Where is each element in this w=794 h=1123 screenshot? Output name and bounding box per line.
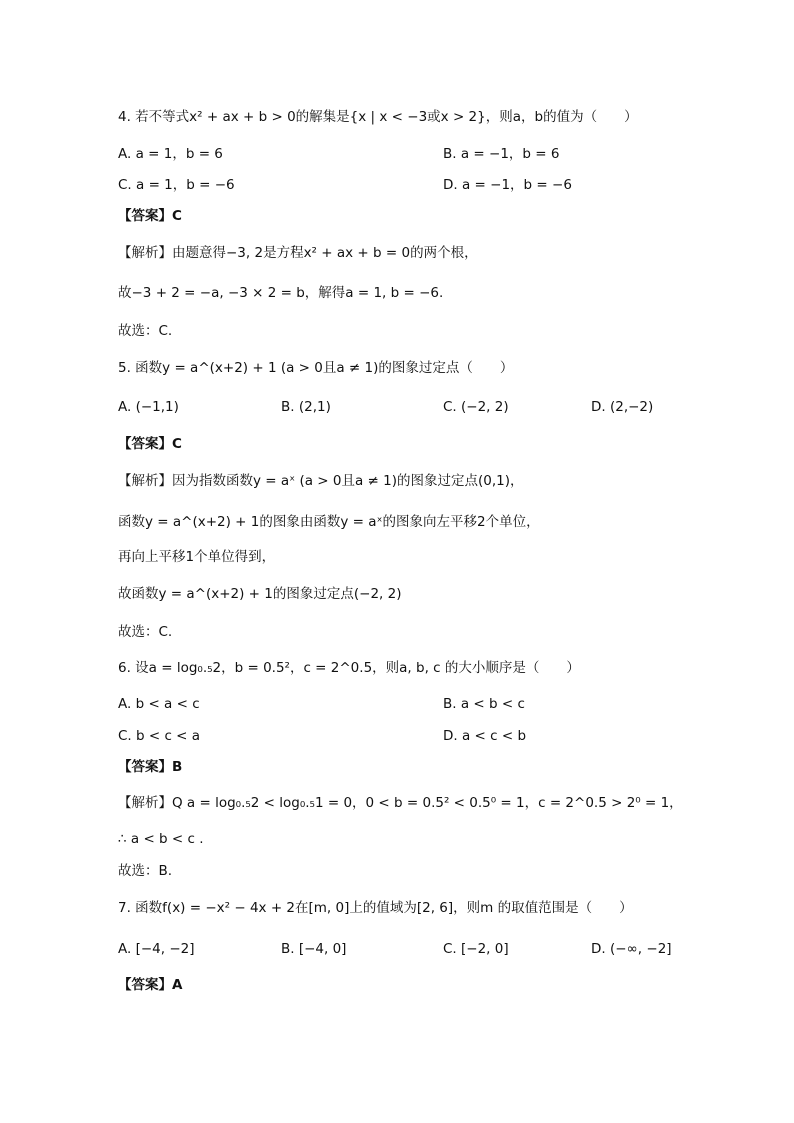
q4-analysis-2: 故−3 + 2 = −a, −3 × 2 = b，解得a = 1, b = −6. (118, 285, 444, 301)
q6-stem: 6. 设a = log₀.₅2，b = 0.5²，c = 2^0.5，则a, b, c 的大小顺序是（ ） (118, 660, 580, 676)
q5-analysis-3: 再向上平移1个单位得到， (118, 549, 276, 565)
q6-option-c: C. b < c < a (118, 728, 201, 744)
q7-option-a: A. [−4, −2] (118, 941, 195, 957)
q4-choose: 故选：C. (118, 323, 173, 339)
q4-option-a: A. a = 1，b = 6 (118, 146, 223, 162)
q5-option-b: B. (2,1) (281, 399, 331, 415)
q6-option-a: A. b < a < c (118, 696, 200, 712)
q4-analysis: 【解析】由题意得−3, 2是方程x² + ax + b = 0的两个根， (118, 245, 478, 261)
q4-stem: 4. 若不等式x² + ax + b > 0的解集是{x | x < −3或x > 2}，则a，b的值为（ ） (118, 109, 638, 125)
q6-analysis-2: ∴ a < b < c . (118, 831, 204, 847)
q7-option-b: B. [−4, 0] (281, 941, 347, 957)
q7-answer: 【答案】A (118, 977, 183, 993)
q5-analysis: 【解析】因为指数函数y = aˣ (a > 0且a ≠ 1)的图象过定点(0,1)， (118, 473, 524, 489)
q5-analysis-4: 故函数y = a^(x+2) + 1的图象过定点(−2, 2) (118, 586, 402, 602)
q5-stem: 5. 函数y = a^(x+2) + 1 (a > 0且a ≠ 1)的图象过定点（ ） (118, 360, 514, 376)
q6-answer: 【答案】B (118, 759, 183, 775)
q4-option-d: D. a = −1，b = −6 (443, 177, 572, 193)
q6-option-d: D. a < c < b (443, 728, 527, 744)
q5-analysis-2: 函数y = a^(x+2) + 1的图象由函数y = aˣ的图象向左平移2个单位， (118, 514, 540, 530)
q5-option-d: D. (2,−2) (591, 399, 654, 415)
q6-analysis: 【解析】Q a = log₀.₅2 < log₀.₅1 = 0，0 < b = 0.5² < 0.5⁰ = 1，c = 2^0.5 > 2⁰ = 1， (118, 795, 683, 811)
q6-choose: 故选：B. (118, 863, 173, 879)
q7-stem: 7. 函数f(x) = −x² − 4x + 2在[m, 0]上的值域为[2, 6]，则m 的取值范围是（ ） (118, 900, 633, 916)
q6-option-b: B. a < b < c (443, 696, 525, 712)
q7-option-d: D. (−∞, −2] (591, 941, 672, 957)
q5-choose: 故选：C. (118, 624, 173, 640)
q5-option-a: A. (−1,1) (118, 399, 179, 415)
q7-option-c: C. [−2, 0] (443, 941, 509, 957)
q4-option-b: B. a = −1，b = 6 (443, 146, 560, 162)
q5-option-c: C. (−2, 2) (443, 399, 509, 415)
document-page (118, 0, 718, 1123)
q4-answer: 【答案】C (118, 208, 182, 224)
q5-answer: 【答案】C (118, 436, 182, 452)
q4-option-c: C. a = 1，b = −6 (118, 177, 235, 193)
